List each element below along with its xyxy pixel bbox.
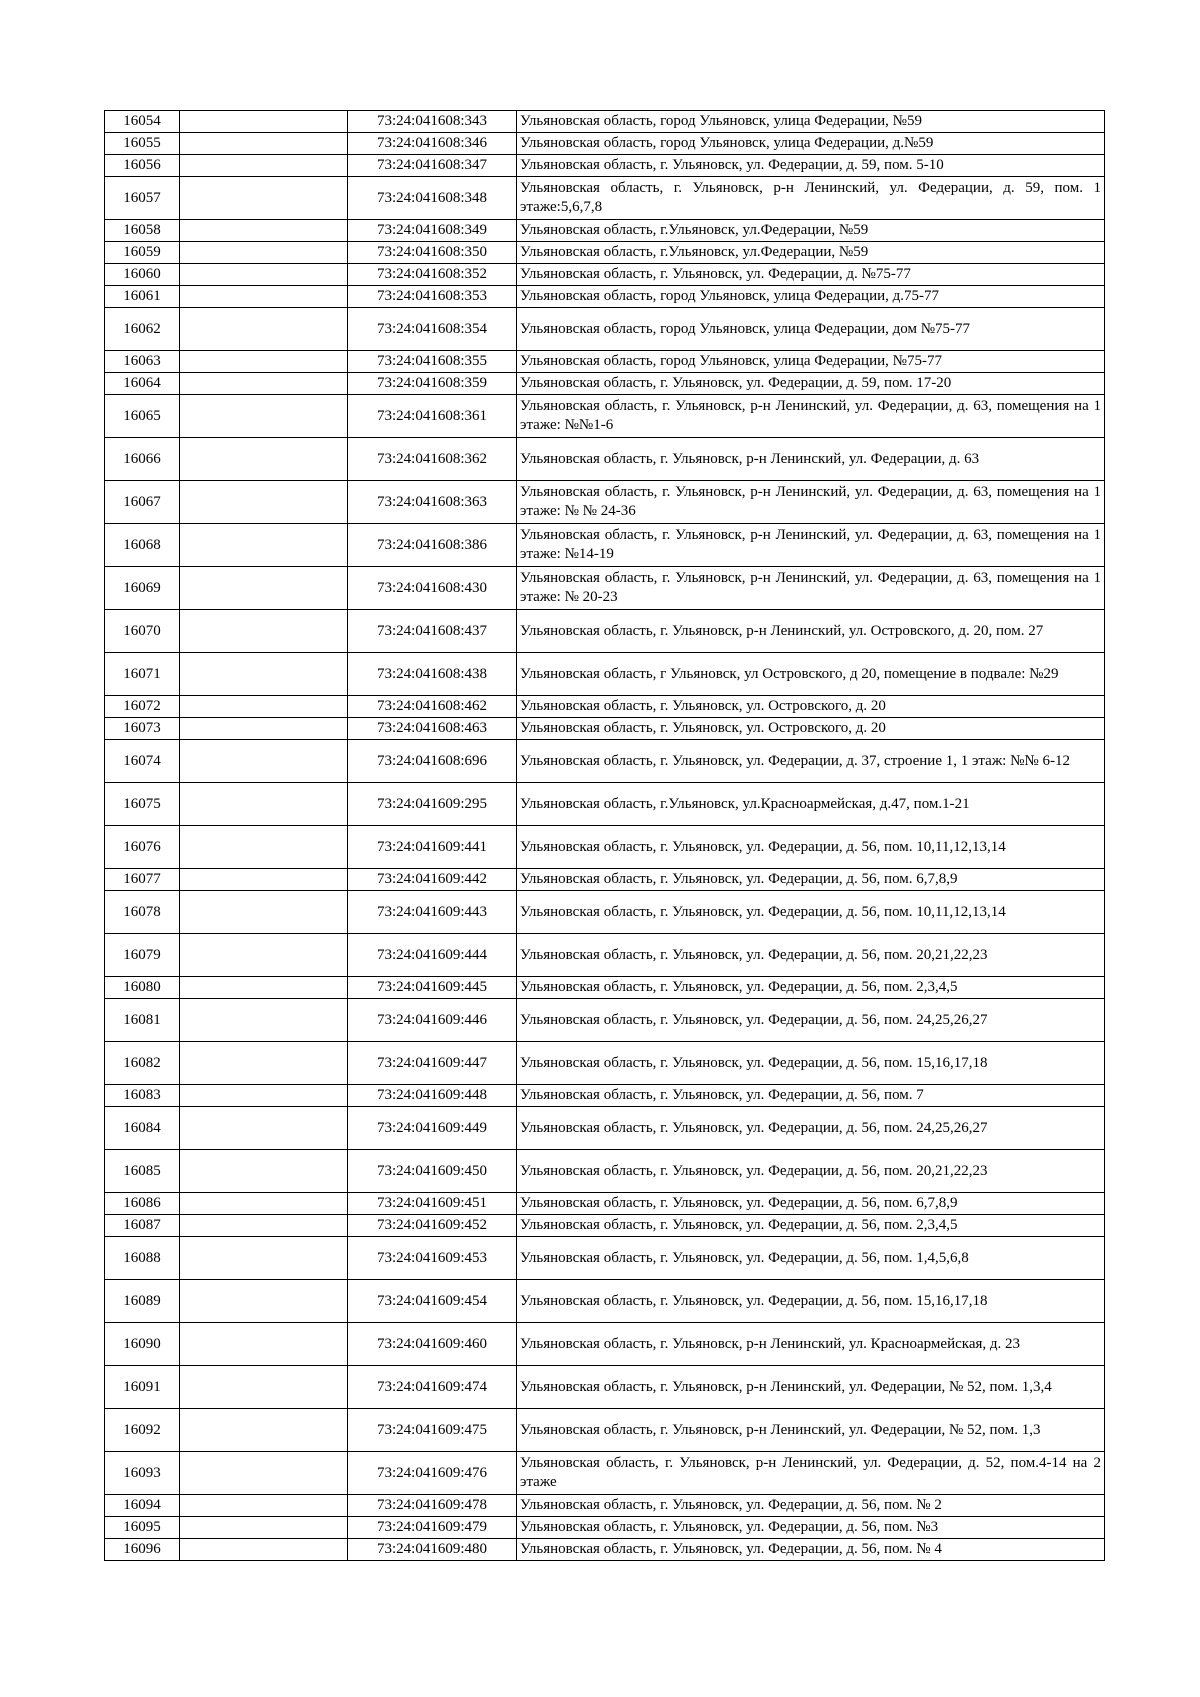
address-cell: Ульяновская область, г. Ульяновск, р-н Ленинский, ул. Федерации, д. 63, помещения на 1 этаже: № 20-23 <box>517 567 1105 610</box>
empty-cell <box>180 351 348 373</box>
address-cell: Ульяновская область, г. Ульяновск, р-н Ленинский, ул. Красноармейская, д. 23 <box>517 1323 1105 1366</box>
empty-cell <box>180 1452 348 1495</box>
empty-cell <box>180 1539 348 1561</box>
row-number-cell: 16093 <box>105 1452 180 1495</box>
address-cell: Ульяновская область, г. Ульяновск, р-н Ленинский, ул. Федерации, № 52, пом. 1,3 <box>517 1409 1105 1452</box>
table-row <box>105 133 1105 155</box>
table-row <box>105 999 1105 1042</box>
row-number-cell: 16067 <box>105 481 180 524</box>
address-cell: Ульяновская область, г. Ульяновск, р-н Ленинский, ул. Островского, д. 20, пом. 27 <box>517 610 1105 653</box>
table-row <box>105 524 1105 567</box>
address-cell: Ульяновская область, г. Ульяновск, ул. Федерации, д. 59, пом. 5-10 <box>517 155 1105 177</box>
cadastral-number-cell: 73:24:041609:442 <box>348 869 517 891</box>
cadastral-number-cell: 73:24:041609:444 <box>348 934 517 977</box>
empty-cell <box>180 373 348 395</box>
empty-cell <box>180 481 348 524</box>
cadastral-number-cell: 73:24:041609:474 <box>348 1366 517 1409</box>
address-cell: Ульяновская область, г. Ульяновск, ул. Федерации, д. 59, пом. 17-20 <box>517 373 1105 395</box>
address-cell: Ульяновская область, г. Ульяновск, ул. Федерации, д. 56, пом. 15,16,17,18 <box>517 1042 1105 1085</box>
address-cell: Ульяновская область, г. Ульяновск, ул. Федерации, д. 56, пом. 10,11,12,13,14 <box>517 826 1105 869</box>
row-number-cell: 16082 <box>105 1042 180 1085</box>
row-number-cell: 16064 <box>105 373 180 395</box>
empty-cell <box>180 264 348 286</box>
row-number-cell: 16095 <box>105 1517 180 1539</box>
cadastral-number-cell: 73:24:041609:454 <box>348 1280 517 1323</box>
table-row <box>105 395 1105 438</box>
empty-cell <box>180 718 348 740</box>
row-number-cell: 16073 <box>105 718 180 740</box>
cadastral-number-cell: 73:24:041609:295 <box>348 783 517 826</box>
address-cell: Ульяновская область, г. Ульяновск, ул. Федерации, д. 56, пом. 24,25,26,27 <box>517 999 1105 1042</box>
row-number-cell: 16062 <box>105 308 180 351</box>
row-number-cell: 16079 <box>105 934 180 977</box>
row-number-cell: 16072 <box>105 696 180 718</box>
table-row <box>105 1452 1105 1495</box>
table-row <box>105 1042 1105 1085</box>
address-cell: Ульяновская область, г. Ульяновск, р-н Ленинский, ул. Федерации, д. 63, помещения на 1 этаже: № № 24-36 <box>517 481 1105 524</box>
row-number-cell: 16086 <box>105 1193 180 1215</box>
empty-cell <box>180 567 348 610</box>
empty-cell <box>180 1215 348 1237</box>
empty-cell <box>180 610 348 653</box>
empty-cell <box>180 826 348 869</box>
cadastral-number-cell: 73:24:041608:430 <box>348 567 517 610</box>
address-cell: Ульяновская область, г. Ульяновск, ул. Федерации, д. 56, пом. 20,21,22,23 <box>517 934 1105 977</box>
table-row <box>105 1517 1105 1539</box>
row-number-cell: 16060 <box>105 264 180 286</box>
address-cell: Ульяновская область, г. Ульяновск, р-н Ленинский, ул. Федерации, д. 59, пом. 1 этаже:5,6,7,8 <box>517 177 1105 220</box>
address-cell: Ульяновская область, г. Ульяновск, ул. Федерации, д. 56, пом. 20,21,22,23 <box>517 1150 1105 1193</box>
empty-cell <box>180 438 348 481</box>
table-row <box>105 718 1105 740</box>
address-cell: Ульяновская область, г Ульяновск, ул Островского, д 20, помещение в подвале: №29 <box>517 653 1105 696</box>
address-cell: Ульяновская область, город Ульяновск, улица Федерации, №59 <box>517 111 1105 133</box>
empty-cell <box>180 1150 348 1193</box>
cadastral-number-cell: 73:24:041608:352 <box>348 264 517 286</box>
table-row <box>105 1150 1105 1193</box>
row-number-cell: 16070 <box>105 610 180 653</box>
cadastral-number-cell: 73:24:041608:346 <box>348 133 517 155</box>
row-number-cell: 16078 <box>105 891 180 934</box>
cadastral-number-cell: 73:24:041608:463 <box>348 718 517 740</box>
empty-cell <box>180 1107 348 1150</box>
row-number-cell: 16087 <box>105 1215 180 1237</box>
address-cell: Ульяновская область, г. Ульяновск, ул. Федерации, д. 56, пом. № 2 <box>517 1495 1105 1517</box>
table-row <box>105 740 1105 783</box>
table-row <box>105 826 1105 869</box>
row-number-cell: 16088 <box>105 1237 180 1280</box>
row-number-cell: 16071 <box>105 653 180 696</box>
document-page <box>104 110 1104 1561</box>
empty-cell <box>180 1042 348 1085</box>
empty-cell <box>180 308 348 351</box>
cadastral-number-cell: 73:24:041608:347 <box>348 155 517 177</box>
row-number-cell: 16090 <box>105 1323 180 1366</box>
empty-cell <box>180 869 348 891</box>
empty-cell <box>180 395 348 438</box>
cadastral-number-cell: 73:24:041608:437 <box>348 610 517 653</box>
table-row <box>105 891 1105 934</box>
cadastral-number-cell: 73:24:041609:443 <box>348 891 517 934</box>
address-cell: Ульяновская область, г. Ульяновск, ул. Федерации, д. 56, пом. 24,25,26,27 <box>517 1107 1105 1150</box>
row-number-cell: 16074 <box>105 740 180 783</box>
empty-cell <box>180 1409 348 1452</box>
empty-cell <box>180 220 348 242</box>
table-row <box>105 1280 1105 1323</box>
row-number-cell: 16066 <box>105 438 180 481</box>
row-number-cell: 16096 <box>105 1539 180 1561</box>
table-row <box>105 783 1105 826</box>
empty-cell <box>180 1366 348 1409</box>
cadastral-number-cell: 73:24:041609:475 <box>348 1409 517 1452</box>
cadastral-number-cell: 73:24:041609:451 <box>348 1193 517 1215</box>
table-row <box>105 653 1105 696</box>
table-row <box>105 438 1105 481</box>
address-cell: Ульяновская область, г. Ульяновск, ул. Федерации, д. 56, пом. № 4 <box>517 1539 1105 1561</box>
empty-cell <box>180 1323 348 1366</box>
cadastral-number-cell: 73:24:041609:479 <box>348 1517 517 1539</box>
cadastral-number-cell: 73:24:041608:353 <box>348 286 517 308</box>
empty-cell <box>180 1237 348 1280</box>
address-cell: Ульяновская область, г. Ульяновск, р-н Ленинский, ул. Федерации, № 52, пом. 1,3,4 <box>517 1366 1105 1409</box>
address-cell: Ульяновская область, г. Ульяновск, ул. Федерации, д. 56, пом. 7 <box>517 1085 1105 1107</box>
cadastral-number-cell: 73:24:041608:350 <box>348 242 517 264</box>
empty-cell <box>180 1280 348 1323</box>
address-cell: Ульяновская область, город Ульяновск, улица Федерации, д.№59 <box>517 133 1105 155</box>
address-cell: Ульяновская область, г. Ульяновск, ул. Островского, д. 20 <box>517 718 1105 740</box>
cadastral-number-cell: 73:24:041609:441 <box>348 826 517 869</box>
row-number-cell: 16094 <box>105 1495 180 1517</box>
table-row <box>105 1193 1105 1215</box>
cadastral-number-cell: 73:24:041609:476 <box>348 1452 517 1495</box>
row-number-cell: 16069 <box>105 567 180 610</box>
address-cell: Ульяновская область, г. Ульяновск, р-н Ленинский, ул. Федерации, д. 52, пом.4-14 на 2 этаже <box>517 1452 1105 1495</box>
table-row <box>105 308 1105 351</box>
address-cell: Ульяновская область, г. Ульяновск, ул. Федерации, д. №75-77 <box>517 264 1105 286</box>
row-number-cell: 16063 <box>105 351 180 373</box>
row-number-cell: 16081 <box>105 999 180 1042</box>
address-cell: Ульяновская область, город Ульяновск, улица Федерации, №75-77 <box>517 351 1105 373</box>
row-number-cell: 16055 <box>105 133 180 155</box>
table-row <box>105 351 1105 373</box>
empty-cell <box>180 696 348 718</box>
empty-cell <box>180 1193 348 1215</box>
address-cell: Ульяновская область, г. Ульяновск, ул. Федерации, д. 56, пом. 2,3,4,5 <box>517 977 1105 999</box>
row-number-cell: 16092 <box>105 1409 180 1452</box>
cadastral-number-cell: 73:24:041608:361 <box>348 395 517 438</box>
empty-cell <box>180 783 348 826</box>
row-number-cell: 16084 <box>105 1107 180 1150</box>
address-cell: Ульяновская область, г. Ульяновск, ул. Федерации, д. 56, пом. 15,16,17,18 <box>517 1280 1105 1323</box>
row-number-cell: 16061 <box>105 286 180 308</box>
address-cell: Ульяновская область, г. Ульяновск, ул. Федерации, д. 56, пом. 2,3,4,5 <box>517 1215 1105 1237</box>
row-number-cell: 16091 <box>105 1366 180 1409</box>
empty-cell <box>180 177 348 220</box>
cadastral-number-cell: 73:24:041609:446 <box>348 999 517 1042</box>
cadastral-number-cell: 73:24:041609:447 <box>348 1042 517 1085</box>
cadastral-number-cell: 73:24:041608:362 <box>348 438 517 481</box>
row-number-cell: 16058 <box>105 220 180 242</box>
cadastral-number-cell: 73:24:041609:450 <box>348 1150 517 1193</box>
table-row <box>105 373 1105 395</box>
address-cell: Ульяновская область, г.Ульяновск, ул.Федерации, №59 <box>517 220 1105 242</box>
cadastral-number-cell: 73:24:041609:449 <box>348 1107 517 1150</box>
cadastral-number-cell: 73:24:041608:438 <box>348 653 517 696</box>
cadastral-number-cell: 73:24:041608:696 <box>348 740 517 783</box>
address-cell: Ульяновская область, г.Ульяновск, ул.Федерации, №59 <box>517 242 1105 264</box>
empty-cell <box>180 1517 348 1539</box>
row-number-cell: 16077 <box>105 869 180 891</box>
cadastral-number-cell: 73:24:041609:460 <box>348 1323 517 1366</box>
address-cell: Ульяновская область, г. Ульяновск, р-н Ленинский, ул. Федерации, д. 63, помещения на 1 этаже: №14-19 <box>517 524 1105 567</box>
row-number-cell: 16056 <box>105 155 180 177</box>
table-row <box>105 869 1105 891</box>
empty-cell <box>180 133 348 155</box>
table-row <box>105 1366 1105 1409</box>
address-cell: Ульяновская область, г. Ульяновск, ул. Федерации, д. 56, пом. 1,4,5,6,8 <box>517 1237 1105 1280</box>
cadastral-number-cell: 73:24:041609:453 <box>348 1237 517 1280</box>
table-row <box>105 1085 1105 1107</box>
address-cell: Ульяновская область, город Ульяновск, улица Федерации, д.75-77 <box>517 286 1105 308</box>
table-row <box>105 934 1105 977</box>
row-number-cell: 16059 <box>105 242 180 264</box>
table-row <box>105 1237 1105 1280</box>
empty-cell <box>180 524 348 567</box>
cadastral-number-cell: 73:24:041608:343 <box>348 111 517 133</box>
table-row <box>105 1107 1105 1150</box>
address-cell: Ульяновская область, г. Ульяновск, р-н Ленинский, ул. Федерации, д. 63 <box>517 438 1105 481</box>
cadastral-number-cell: 73:24:041609:445 <box>348 977 517 999</box>
cadastral-number-cell: 73:24:041608:359 <box>348 373 517 395</box>
cadastral-number-cell: 73:24:041608:348 <box>348 177 517 220</box>
empty-cell <box>180 242 348 264</box>
row-number-cell: 16065 <box>105 395 180 438</box>
row-number-cell: 16080 <box>105 977 180 999</box>
address-cell: Ульяновская область, г. Ульяновск, ул. Федерации, д. 37, строение 1, 1 этаж: №№ 6-12 <box>517 740 1105 783</box>
table-row <box>105 264 1105 286</box>
table-row <box>105 220 1105 242</box>
row-number-cell: 16075 <box>105 783 180 826</box>
row-number-cell: 16089 <box>105 1280 180 1323</box>
table-row <box>105 286 1105 308</box>
cadastral-number-cell: 73:24:041608:462 <box>348 696 517 718</box>
cadastral-number-cell: 73:24:041609:478 <box>348 1495 517 1517</box>
cadastral-number-cell: 73:24:041608:363 <box>348 481 517 524</box>
table-row <box>105 1495 1105 1517</box>
cadastral-number-cell: 73:24:041608:355 <box>348 351 517 373</box>
row-number-cell: 16076 <box>105 826 180 869</box>
address-cell: Ульяновская область, г. Ульяновск, ул. Федерации, д. 56, пом. 6,7,8,9 <box>517 869 1105 891</box>
cadastral-number-cell: 73:24:041609:480 <box>348 1539 517 1561</box>
address-cell: Ульяновская область, г. Ульяновск, ул. Федерации, д. 56, пом. №3 <box>517 1517 1105 1539</box>
empty-cell <box>180 1495 348 1517</box>
address-cell: Ульяновская область, г. Ульяновск, ул. Федерации, д. 56, пом. 10,11,12,13,14 <box>517 891 1105 934</box>
table-row <box>105 1323 1105 1366</box>
table-row <box>105 155 1105 177</box>
cadastral-number-cell: 73:24:041608:386 <box>348 524 517 567</box>
table-row <box>105 977 1105 999</box>
address-cell: Ульяновская область, город Ульяновск, улица Федерации, дом №75-77 <box>517 308 1105 351</box>
empty-cell <box>180 934 348 977</box>
empty-cell <box>180 977 348 999</box>
cadastral-number-cell: 73:24:041608:354 <box>348 308 517 351</box>
cadastral-table <box>104 110 1105 1561</box>
empty-cell <box>180 286 348 308</box>
empty-cell <box>180 111 348 133</box>
table-row <box>105 1409 1105 1452</box>
row-number-cell: 16054 <box>105 111 180 133</box>
cadastral-number-cell: 73:24:041609:448 <box>348 1085 517 1107</box>
address-cell: Ульяновская область, г. Ульяновск, ул. Федерации, д. 56, пом. 6,7,8,9 <box>517 1193 1105 1215</box>
cadastral-number-cell: 73:24:041609:452 <box>348 1215 517 1237</box>
table-row <box>105 111 1105 133</box>
address-cell: Ульяновская область, г.Ульяновск, ул.Красноармейская, д.47, пом.1-21 <box>517 783 1105 826</box>
empty-cell <box>180 999 348 1042</box>
empty-cell <box>180 891 348 934</box>
table-row <box>105 481 1105 524</box>
row-number-cell: 16057 <box>105 177 180 220</box>
address-cell: Ульяновская область, г. Ульяновск, р-н Ленинский, ул. Федерации, д. 63, помещения на 1 этаже: №№1-6 <box>517 395 1105 438</box>
empty-cell <box>180 155 348 177</box>
table-row <box>105 610 1105 653</box>
table-row <box>105 1539 1105 1561</box>
table-row <box>105 177 1105 220</box>
table-row <box>105 242 1105 264</box>
table-body <box>105 111 1105 1561</box>
table-row <box>105 696 1105 718</box>
empty-cell <box>180 1085 348 1107</box>
empty-cell <box>180 740 348 783</box>
row-number-cell: 16083 <box>105 1085 180 1107</box>
table-row <box>105 1215 1105 1237</box>
address-cell: Ульяновская область, г. Ульяновск, ул. Островского, д. 20 <box>517 696 1105 718</box>
table-row <box>105 567 1105 610</box>
row-number-cell: 16068 <box>105 524 180 567</box>
empty-cell <box>180 653 348 696</box>
row-number-cell: 16085 <box>105 1150 180 1193</box>
cadastral-number-cell: 73:24:041608:349 <box>348 220 517 242</box>
